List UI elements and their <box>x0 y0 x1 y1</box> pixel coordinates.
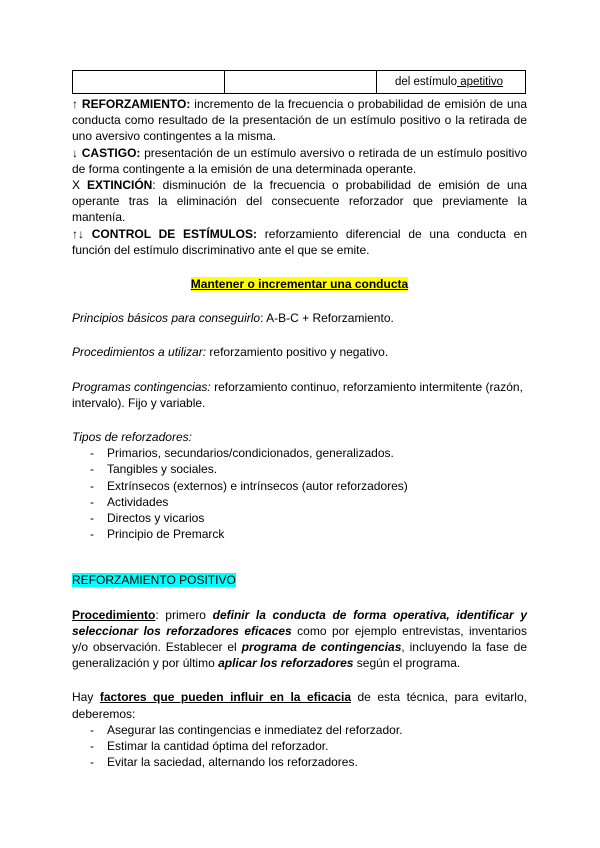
italic-label: Procedimientos a utilizar: <box>72 345 207 360</box>
table-cell <box>225 71 377 94</box>
list-item: - Actividades <box>90 494 527 510</box>
programas-paragraph <box>72 379 527 411</box>
bold-italic-text: aplicar los reforzadores <box>218 656 354 671</box>
underlined-bold-text: factores que pueden influir en la eficacia <box>99 690 351 705</box>
definition-text: presentación de un estímulo aversivo o retirada de un estímulo positivo de forma contingente a la emisión de una determinada operante. <box>72 145 527 176</box>
section-heading-rp <box>72 572 527 588</box>
table-cell <box>377 71 526 94</box>
paragraph-text: como por ejemplo entrevistas, inventarios y/o observación. Establecer el <box>72 623 527 655</box>
bold-italic-text: definir la conducta de forma operativa, identificar y seleccionar los reforzadores eficaces <box>72 607 527 638</box>
table-row <box>73 71 526 94</box>
bold-italic-text: programa de contingencias <box>241 640 402 655</box>
paragraph-text: reforzamiento continuo, reforzamiento intermitente (razón, intervalo). Fijo y variable. <box>72 379 523 410</box>
list-item: - Tangibles y sociales. <box>90 461 527 477</box>
definition-extincion <box>72 177 527 226</box>
principios-paragraph <box>72 310 527 326</box>
table-fragment <box>72 70 526 94</box>
paragraph-text: : A-B-C + Reforzamiento. <box>260 311 394 326</box>
paragraph-text: según el programa. <box>353 656 461 671</box>
definition-text: incremento de la frecuencia o probabilidad de emisión de una conducta como resultado de la presentación de un estímulo positivo o la retirada de uno aversivo contingentes a la misma. <box>72 97 527 144</box>
definition-text: : disminución de la frecuencia o probabilidad de emisión de una operante tras la eliminación del consecuente reforzador que previamente la mantenía. <box>72 178 527 225</box>
definition-control <box>72 226 527 258</box>
highlighted-heading: Mantener o incrementar una conducta <box>190 277 409 292</box>
section-heading-main <box>72 276 527 292</box>
list-item: - Principio de Premarck <box>90 526 527 542</box>
list-item: - Primarios, secundarios/condicionados, generalizados. <box>90 445 527 461</box>
list-item: - Directos y vicarios <box>90 510 527 526</box>
tipos-list <box>72 445 527 542</box>
definition-term: REFORZAMIENTO: <box>81 97 191 111</box>
paragraph-text: : primero <box>155 607 213 622</box>
list-item: - Extrínsecos (externos) e intrínsecos (autor reforzadores) <box>90 478 527 494</box>
paragraph-text: Hay <box>72 690 100 705</box>
definition-term: EXTINCIÓN <box>87 178 153 193</box>
definition-castigo <box>72 145 527 177</box>
definition-term: CASTIGO: <box>81 145 141 160</box>
list-item: - Evitar la saciedad, alternando los reforzadores. <box>90 754 527 770</box>
tipos-heading <box>72 429 527 445</box>
highlighted-heading: REFORZAMIENTO POSITIVO <box>72 573 236 588</box>
list-item: - Asegurar las contingencias e inmediatez del reforzador. <box>90 722 527 738</box>
up-down-arrows-icon: ↑↓ <box>72 226 84 241</box>
table-cell <box>73 71 225 94</box>
definitions-block <box>72 96 527 258</box>
italic-label: Principios básicos para conseguirlo <box>72 311 261 326</box>
paragraph-text: de esta técnica, para evitarlo, deberemos: <box>72 690 527 721</box>
underlined-label: Procedimiento <box>72 607 156 622</box>
paragraph-text: reforzamiento positivo y negativo. <box>206 345 389 360</box>
factores-paragraph <box>72 689 527 721</box>
factores-list <box>72 722 527 771</box>
cell-text: del estímulo <box>395 75 458 88</box>
italic-label: Programas contingencias: <box>72 379 211 394</box>
procedimiento-paragraph <box>72 607 527 672</box>
cell-underlined-text: apetitivo <box>457 75 504 88</box>
up-arrow-icon: ↑ <box>72 97 78 111</box>
x-icon: X <box>72 178 81 193</box>
definition-reforzamiento <box>72 96 527 145</box>
paragraph-text: , incluyendo la fase de generalización y por último <box>72 640 528 671</box>
list-item: - Estimar la cantidad óptima del reforzador. <box>90 738 527 754</box>
definition-text: reforzamiento diferencial de una conducta en función del estímulo discriminativo ante el que se emite. <box>72 226 527 257</box>
procedimientos-paragraph <box>72 344 527 360</box>
document-page <box>72 70 527 771</box>
down-arrow-icon: ↓ <box>72 145 78 160</box>
definition-term: CONTROL DE ESTÍMULOS: <box>91 226 258 241</box>
italic-label: Tipos de reforzadores: <box>72 430 192 445</box>
